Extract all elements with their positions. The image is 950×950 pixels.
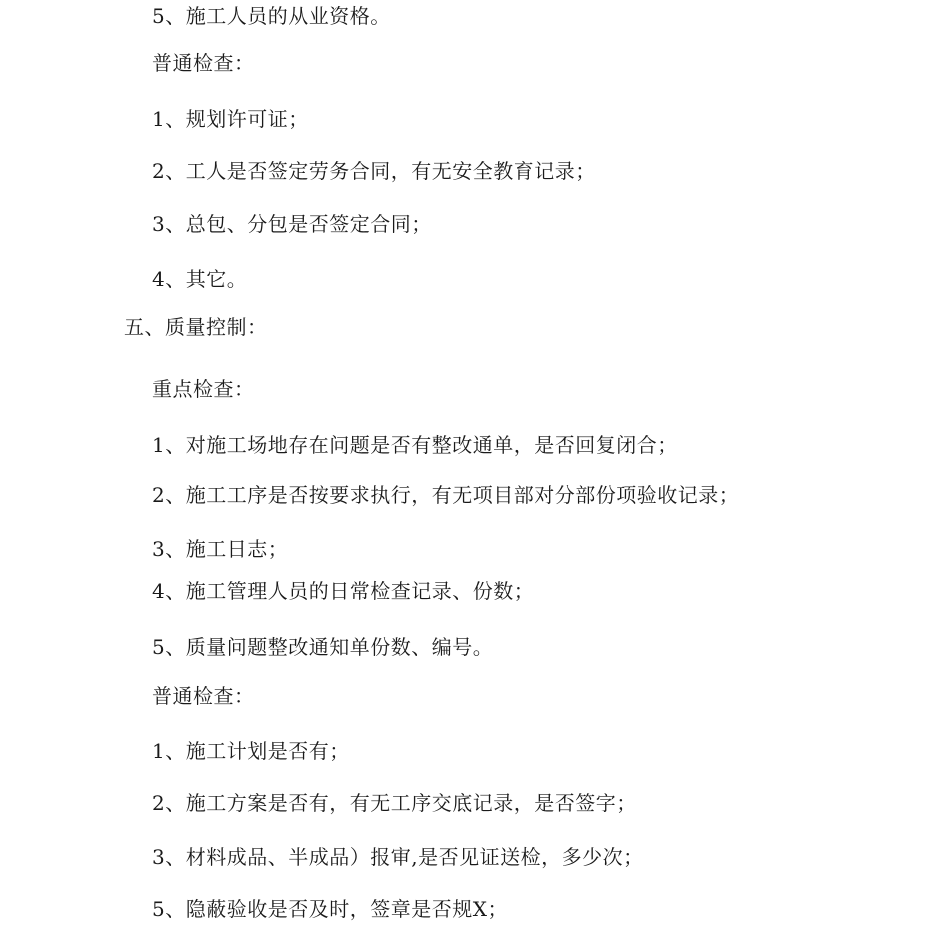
item-construction-plan: 1、施工计划是否有； [152, 739, 350, 763]
item-construction-log: 3、施工日志； [152, 537, 289, 561]
item-site-issues: 1、对施工场地存在问题是否有整改通单，是否回复闭合； [152, 433, 678, 457]
item-concealed-acceptance: 5、隐蔽验收是否及时，签章是否规X； [152, 897, 508, 921]
heading-key-check: 重点检查： [152, 377, 255, 401]
item-construction-scheme: 2、施工方案是否有，有无工序交底记录，是否签字； [152, 791, 637, 815]
item-materials-review: 3、材料成品、半成品）报审,是否见证送检，多少次； [152, 845, 644, 869]
item-rectification-notice: 5、质量问题整改通知单份数、编号。 [152, 635, 494, 659]
item-other: 4、其它。 [152, 267, 248, 291]
item-worker-qualification: 5、施工人员的从业资格。 [152, 4, 391, 28]
heading-general-check-2: 普通检查： [152, 684, 255, 708]
item-contractor-contract: 3、总包、分包是否签定合同； [152, 212, 432, 236]
heading-general-check: 普通检查： [152, 51, 255, 75]
item-daily-inspection: 4、施工管理人员的日常检查记录、份数； [152, 579, 535, 603]
item-construction-process: 2、施工工序是否按要求执行，有无项目部对分部份项验收记录； [152, 483, 740, 507]
item-labor-contract: 2、工人是否签定劳务合同，有无安全教育记录； [152, 159, 596, 183]
section-heading-quality-control: 五、质量控制： [124, 315, 268, 339]
item-planning-permit: 1、规划许可证； [152, 107, 309, 131]
